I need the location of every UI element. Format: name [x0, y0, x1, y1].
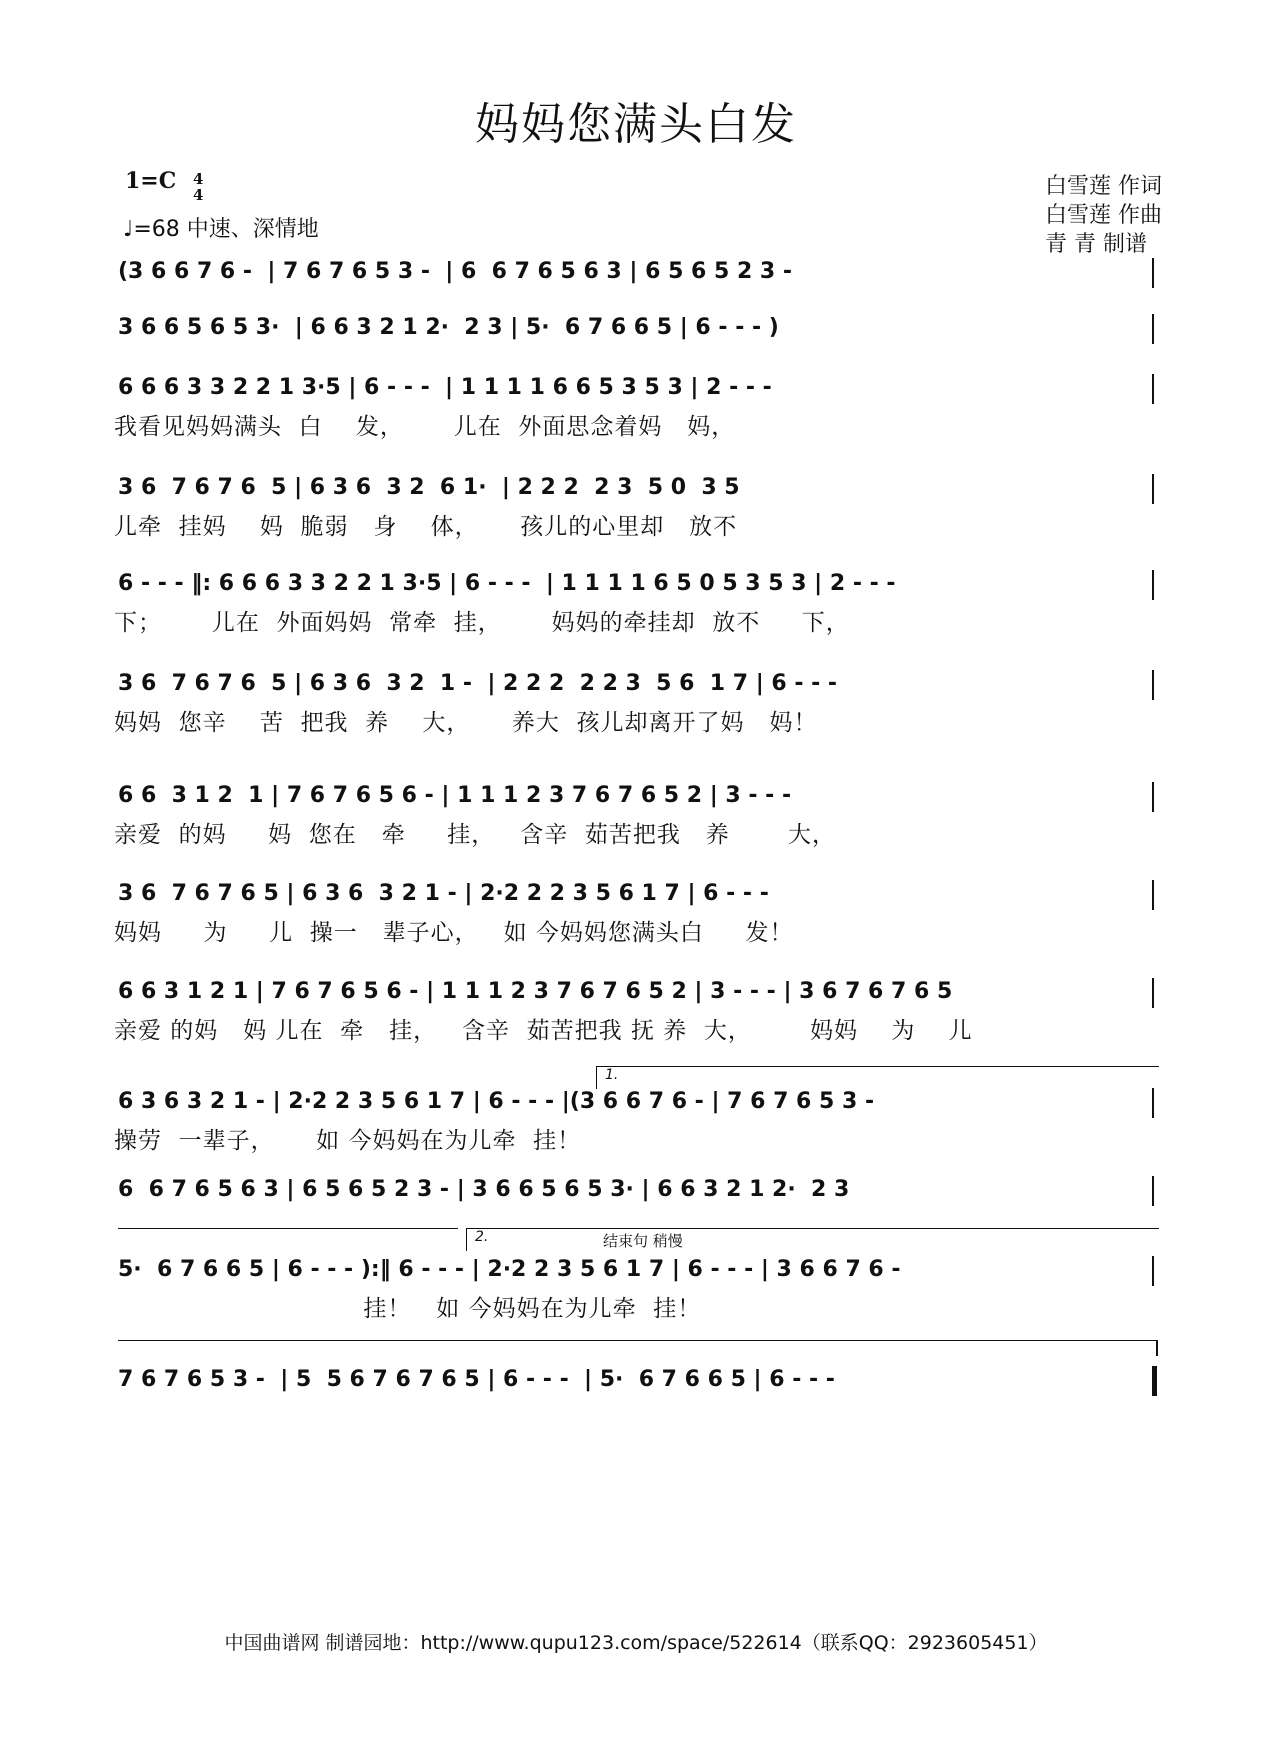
- notation-line: 6 - - - ‖: 6 6 6 3 3 2 2 1 3·5 | 6 - - - | 1 1 1 1 6 5 0 5 3 5 3 | 2 - - -: [118, 571, 896, 596]
- barline: [1152, 314, 1154, 344]
- notation-line: 7 6 7 6 5 3 - | 5 5 6 7 6 7 6 5 | 6 - - - | 5· 6 7 6 6 5 | 6 - - -: [118, 1367, 835, 1392]
- transcriber-credit: 青 青 制谱: [1045, 232, 1147, 257]
- barline: [1152, 880, 1154, 910]
- composer-credit: 白雪莲 作曲: [1045, 203, 1162, 228]
- notation-line: 3 6 7 6 7 6 5 | 6 3 6 3 2 6 1· | 2 2 2 2 3 5 0 3 5: [118, 475, 740, 500]
- lyrics-line: 挂！ 如 今妈妈在为儿牵 挂！: [114, 1296, 702, 1322]
- barline: [1152, 374, 1154, 404]
- barline: [1152, 670, 1154, 700]
- tempo-marking: ♩=68 中速、深情地: [123, 217, 319, 242]
- final-barline: [1152, 1366, 1157, 1396]
- lyrics-line: 我看见妈妈满头 白 发， 儿在 外面思念着妈 妈，: [114, 414, 736, 440]
- barline: [1152, 258, 1154, 288]
- barline: [1152, 782, 1154, 812]
- second-ending-label: 2.: [475, 1229, 489, 1245]
- credits: [1045, 172, 1162, 259]
- barline: [1152, 978, 1154, 1008]
- barline: [1152, 474, 1154, 504]
- notation-line: 6 3 6 3 2 1 - | 2·2 2 3 5 6 1 7 | 6 - - - |(3 6 6 7 6 - | 7 6 7 6 5 3 -: [118, 1089, 875, 1114]
- notation-line: 6 6 7 6 5 6 3 | 6 5 6 5 2 3 - | 3 6 6 5 6 5 3· | 6 6 3 2 1 2· 2 3: [118, 1177, 850, 1202]
- first-ending-label: 1.: [605, 1067, 619, 1083]
- barline: [1152, 1256, 1154, 1286]
- notation-line: 6 6 6 3 3 2 2 1 3·5 | 6 - - - | 1 1 1 1 6 6 5 3 5 3 | 2 - - -: [118, 375, 772, 400]
- barline: [1152, 1176, 1154, 1206]
- lyrics-line: 亲爱 的妈 妈 您在 牵 挂， 含辛 茹苦把我 养 大，: [114, 822, 836, 848]
- lyrics-line: 下； 儿在 外面妈妈 常牵 挂， 妈妈的牵挂却 放不 下，: [114, 610, 850, 636]
- lyrics-line: 儿牵 挂妈 妈 脆弱 身 体， 孩儿的心里却 放不: [114, 514, 738, 540]
- barline: [1152, 570, 1154, 600]
- lyrics-line: 操劳 一辈子， 如 今妈妈在为儿牵 挂！: [114, 1128, 582, 1154]
- first-ending-continuation: [118, 1228, 458, 1229]
- lyrics-line: 妈妈 为 儿 操一 辈子心， 如 今妈妈您满头白 发！: [114, 920, 794, 946]
- time-signature: [193, 171, 203, 203]
- notation-line: (3 6 6 7 6 - | 7 6 7 6 5 3 - | 6 6 7 6 5 6 3 | 6 5 6 5 2 3 -: [118, 259, 793, 284]
- notation-line: 3 6 7 6 7 6 5 | 6 3 6 3 2 1 - | 2·2 2 2 3 5 6 1 7 | 6 - - -: [118, 881, 769, 906]
- notation-line: 5· 6 7 6 6 5 | 6 - - - ):‖ 6 - - - | 2·2 2 3 5 6 1 7 | 6 - - - | 3 6 6 7 6 -: [118, 1257, 901, 1282]
- second-ending-bracket: [466, 1228, 1159, 1251]
- footer-source: 中国曲谱网 制谱园地：http://www.qupu123.com/space/522614（联系QQ：2923605451）: [224, 1632, 1048, 1654]
- key-signature: 1=C: [125, 168, 177, 194]
- notation-line: 6 6 3 1 2 1 | 7 6 7 6 5 6 - | 1 1 1 2 3 7 6 7 6 5 2 | 3 - - -: [118, 783, 792, 808]
- notation-line: 6 6 3 1 2 1 | 7 6 7 6 5 6 - | 1 1 1 2 3 7 6 7 6 5 2 | 3 - - - | 3 6 7 6 7 6 5: [118, 979, 953, 1004]
- notation-line: 3 6 6 5 6 5 3· | 6 6 3 2 1 2· 2 3 | 5· 6 7 6 6 5 | 6 - - - ): [118, 315, 779, 340]
- coda-bracket: [118, 1340, 1158, 1341]
- coda-bracket-end: [1156, 1340, 1158, 1356]
- lyricist-credit: 白雪莲 作词: [1045, 174, 1162, 199]
- lyrics-line: 妈妈 您辛 苦 把我 养 大， 养大 孩儿却离开了妈 妈！: [114, 710, 818, 736]
- barline: [1152, 1088, 1154, 1118]
- notation-line: 3 6 7 6 7 6 5 | 6 3 6 3 2 1 - | 2 2 2 2 2 3 5 6 1 7 | 6 - - -: [118, 671, 838, 696]
- ending-tempo-hint: 结束句 稍慢: [603, 1232, 683, 1250]
- time-signature-bottom: 4: [193, 186, 204, 204]
- lyrics-line: 亲爱 的妈 妈 儿在 牵 挂， 含辛 茹苦把我 抚 养 大， 妈妈 为 儿: [114, 1018, 973, 1044]
- score-title: 妈妈您满头白发: [475, 99, 797, 150]
- time-signature-top: 4: [193, 170, 204, 188]
